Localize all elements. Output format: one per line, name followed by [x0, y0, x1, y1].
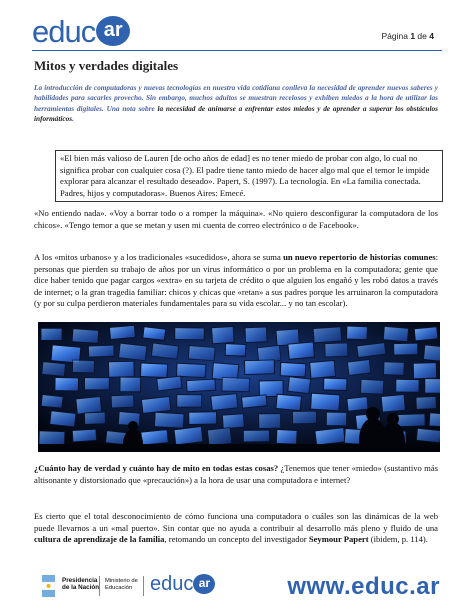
screen-panel — [157, 376, 182, 391]
screen-panel — [186, 379, 215, 392]
screen-panel — [72, 329, 99, 344]
screen-panel — [120, 377, 141, 392]
footer-educar-logo[interactable] — [150, 574, 215, 594]
screen-panel — [383, 326, 408, 341]
educar-logo[interactable] — [32, 14, 130, 48]
screen-panel — [84, 378, 109, 390]
screen-panel — [119, 343, 147, 361]
screen-panel — [243, 430, 269, 442]
screen-panel — [50, 411, 76, 427]
p3-text: ¿Tenemos que tener «miedo» (sustantivo más altisonante y distorsionado que «precaución») a la hora de usar una computadora e internet? — [34, 463, 438, 485]
screen-panel — [315, 428, 345, 446]
paragraph-question — [34, 463, 438, 486]
screen-panel — [280, 362, 306, 377]
screen-panel — [429, 413, 440, 428]
screen-panel — [347, 397, 368, 412]
screen-panel — [108, 361, 134, 377]
screen-panel — [276, 394, 302, 410]
screen-panel — [242, 395, 268, 408]
page-total: 4 — [429, 31, 434, 41]
screen-panel — [72, 360, 94, 373]
screen-panel — [39, 431, 65, 446]
screen-panel — [325, 343, 348, 357]
screen-panel — [245, 327, 267, 343]
page-indicator — [381, 31, 434, 41]
screen-panel — [143, 327, 166, 341]
page-label: Página — [381, 31, 408, 41]
screen-panel — [394, 343, 418, 355]
paragraph-papert — [34, 511, 438, 546]
paragraph-fears: «No entiendo nada». «Voy a borrar todo o a romper la máquina». «No quiero desconfigurar la computadora de los chicos». «Tengo temor a que se metan y usen mi cuenta de correo electrónico o de Facebook». — [34, 208, 438, 230]
screen-panel — [141, 396, 171, 413]
screen-panel — [176, 363, 205, 377]
article-intro — [34, 83, 438, 124]
screen-panel — [276, 430, 297, 445]
p2-bold: un nuevo repertorio de historias comunes — [283, 252, 436, 262]
screen-panel — [346, 326, 367, 340]
screen-panel — [140, 363, 167, 378]
screen-panel — [244, 360, 274, 375]
screen-panel — [76, 396, 102, 414]
p4-text-b: , retomando un concepto del investigador — [164, 534, 309, 544]
screen-panel — [416, 396, 437, 409]
screen-panel — [381, 395, 405, 413]
ministerio-line1: Ministerio de — [105, 578, 138, 584]
screen-panel — [416, 428, 440, 443]
logo-text: educ — [32, 13, 96, 49]
screen-panel — [423, 345, 440, 362]
p2-text-b: : personas que pierden su trabajo de años por un virus informático o por un problema en la computadora; gente que dice haber tenido que pagar cargos «extra» en su tarjeta de crédito o que alguien los engañó y les robó datos a través de internet; o la gran tragedia familiar: chicos y chicas que «retan» a sus padres porque les arruinaron la computadora (y por su culpa perdieron materiales fundamentales para su vida escolar... y no tan escolar). — [34, 252, 438, 308]
footer-separator — [99, 576, 100, 596]
screen-panel — [189, 412, 217, 425]
screen-panel — [425, 378, 440, 393]
ministerio-line2: Educación — [105, 585, 133, 592]
article-title: Mitos y verdades digitales — [34, 58, 179, 73]
screen-panel — [396, 379, 420, 392]
screen-panel — [311, 393, 340, 411]
screen-panel — [384, 362, 405, 376]
screen-panel — [347, 359, 370, 375]
presidencia-line1: Presidencia — [62, 577, 98, 584]
screen-panel — [360, 379, 383, 394]
screen-panel — [211, 394, 238, 411]
footer-logo-badge: ar — [193, 574, 215, 594]
screen-panel — [141, 430, 168, 446]
screen-panel — [222, 378, 250, 392]
screen-panel — [55, 378, 79, 391]
screen-panel — [323, 378, 347, 390]
intro-bold: la necesidad de animarse a enfrentar estos miedos y de aprender a superar los obstáculos informáticos — [34, 103, 438, 123]
screen-panel — [288, 342, 315, 359]
p4-bold-culture: cultura de aprendizaje de la familia — [34, 534, 165, 544]
presidencia-line2: de la Nación — [62, 584, 100, 592]
screen-panel — [413, 363, 436, 379]
intro-text: La introducción de computadoras y nuevas tecnologías en nuestra vida cotidiana conlleva la necesidad de aprender nuevos saberes y habilidades para sacarles provecho. Sin embargo, muchos adultos se muestran recelosos y exhiben miedos a la hora de utilizar las herramientas digitales. Una nota sobre — [34, 83, 438, 113]
screen-panel — [151, 343, 178, 359]
screen-panel — [41, 394, 63, 408]
p2-text-a: A los «mitos urbanos» y a los tradicionales «sucedidos», ahora se suma — [34, 252, 284, 262]
quote-box: «El bien más valioso de Lauren [de ocho años de edad] es no tener miedo de probar con algo, lo cual no significa probar con cualquier cosa (?). El padre tiene tanto miedo de hacer algo mal que el temor le impide explorar para alcanzar el resultado deseado». Papert, S. (1997). La tecnología. En «La familia conectada. Padres, hijos y computadoras». Buenos Aires: Emecé. — [55, 150, 443, 202]
header-rule — [32, 50, 442, 51]
screen-panel — [310, 360, 336, 378]
screens-wall-image — [38, 322, 440, 452]
p3-bold: ¿Cuánto hay de verdad y cuánto hay de mito en todas estas cosas? — [34, 463, 279, 473]
screen-panel — [177, 395, 202, 408]
footer-separator — [143, 576, 144, 596]
paragraph-urban-myths — [34, 252, 438, 310]
p4-bold-papert: Seymour Papert — [308, 534, 369, 544]
screen-panel — [292, 411, 316, 424]
logo-badge: ar — [96, 16, 130, 46]
screen-panel — [222, 414, 244, 429]
screen-panel — [188, 346, 215, 361]
screen-panel — [174, 426, 203, 445]
screen-panel — [42, 362, 66, 377]
p4-text-a: Es cierto que el total desconocimiento de cómo funciona una computadora o cuáles son las dinámicas de la web puede llevarnos a un «mal puerto». Sin contar que no ayuda a contribuir al desarrollo más pleno y fluido de una — [34, 511, 438, 533]
screen-panel — [396, 414, 426, 427]
screen-panel — [288, 377, 311, 394]
screen-panel — [326, 412, 346, 426]
site-url-link[interactable]: www.educ.ar — [287, 573, 440, 600]
screen-panel — [313, 327, 341, 343]
page-of: de — [417, 31, 427, 41]
screen-panel — [109, 325, 135, 339]
screen-panel — [88, 345, 114, 357]
intro-end: . — [72, 113, 74, 123]
presidencia-label — [62, 577, 99, 592]
screen-panel — [207, 427, 232, 446]
argentina-shield-icon — [42, 575, 55, 597]
screen-panel — [414, 327, 438, 341]
screen-panel — [111, 395, 134, 408]
screen-panel — [72, 429, 96, 442]
screen-panel — [154, 412, 184, 428]
page-current: 1 — [410, 31, 416, 41]
screen-panel — [212, 326, 235, 343]
screen-panel — [84, 412, 105, 425]
screen-panel — [41, 328, 62, 340]
screen-panel — [259, 414, 281, 429]
footer-logo-text: educ — [150, 573, 194, 595]
screen-panel — [175, 328, 205, 340]
screens-photo — [38, 322, 440, 452]
p4-text-c: (ibidem, p. 114). — [368, 534, 428, 544]
screen-panel — [225, 344, 246, 357]
ministerio-label — [105, 578, 138, 592]
